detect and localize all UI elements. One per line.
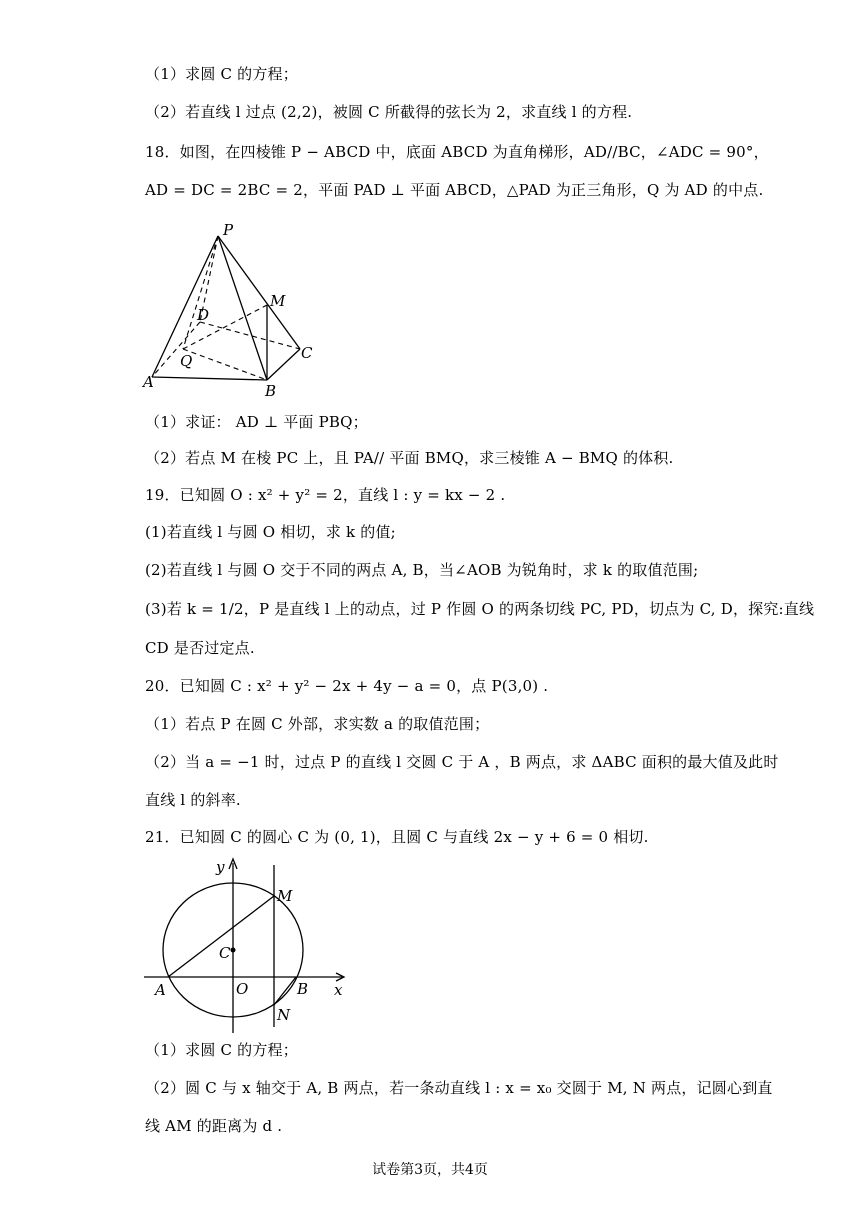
text-line: (3)若 k = 1/2，P 是直线 l 上的动点，过 P 作圆 O 的两条切线 PC, PD，切点为 C, D，探究:直线: [145, 600, 815, 618]
page-footer: 试卷第3页，共4页: [372, 1162, 488, 1178]
label-O: O: [236, 980, 249, 998]
text-line: (1)若直线 l 与圆 O 相切，求 k 的值;: [145, 523, 396, 541]
text-line: (2)若直线 l 与圆 O 交于不同的两点 A, B，当∠AOB 为锐角时，求 k 的取值范围;: [145, 561, 699, 579]
text-line: 线 AM 的距离为 d .: [145, 1117, 283, 1135]
label-D: D: [197, 306, 210, 324]
text-line: 20．已知圆 C : x² + y² − 2x + 4y − a = 0，点 P(3,0) .: [145, 677, 549, 695]
circle-figure: [140, 855, 355, 1045]
label-x: x: [334, 981, 343, 999]
label-y: y: [216, 858, 225, 876]
label-N: N: [277, 1006, 291, 1024]
label-B: B: [297, 980, 309, 998]
text-line: （2）当 a = −1 时，过点 P 的直线 l 交圆 C 于 A ，B 两点，求 ΔABC 面积的最大值及此时: [145, 753, 779, 771]
label-B: B: [265, 382, 277, 400]
label-A: A: [143, 373, 154, 391]
label-A: A: [155, 981, 166, 999]
label-C: C: [219, 944, 231, 962]
text-line: AD = DC = 2BC = 2，平面 PAD ⊥ 平面 ABCD，△PAD 为正三角形，Q 为 AD 的中点.: [145, 181, 764, 199]
text-line: 直线 l 的斜率.: [145, 791, 241, 809]
text-line: CD 是否过定点.: [145, 639, 255, 657]
label-Q: Q: [180, 352, 193, 370]
text-line: （1）求圆 C 的方程；: [145, 65, 298, 83]
label-M: M: [277, 887, 293, 905]
text-line: （2）圆 C 与 x 轴交于 A, B 两点，若一条动直线 l : x = x₀ 交圆于 M, N 两点，记圆心到直: [145, 1079, 773, 1097]
text-line: （1）求证： AD ⊥ 平面 PBQ；: [145, 413, 368, 431]
label-C: C: [301, 344, 313, 362]
text-line: （1）若点 P 在圆 C 外部，求实数 a 的取值范围；: [145, 715, 490, 733]
text-line: （1）求圆 C 的方程；: [145, 1041, 298, 1059]
text-line: 19．已知圆 O : x² + y² = 2，直线 l : y = kx − 2 .: [145, 486, 506, 504]
label-M: M: [270, 292, 286, 310]
text-line: （2）若点 M 在棱 PC 上，且 PA// 平面 BMQ，求三棱锥 A − BMQ 的体积.: [145, 449, 674, 467]
text-line: 21．已知圆 C 的圆心 C 为 (0, 1)，且圆 C 与直线 2x − y + 6 = 0 相切.: [145, 828, 649, 846]
pyramid-figure: [140, 222, 330, 400]
text-line: （2）若直线 l 过点 (2,2)，被圆 C 所截得的弦长为 2，求直线 l 的方程.: [145, 103, 633, 121]
label-P: P: [223, 222, 234, 239]
text-line: 18．如图，在四棱锥 P − ABCD 中，底面 ABCD 为直角梯形，AD//BC，∠ADC = 90°，: [145, 143, 769, 161]
